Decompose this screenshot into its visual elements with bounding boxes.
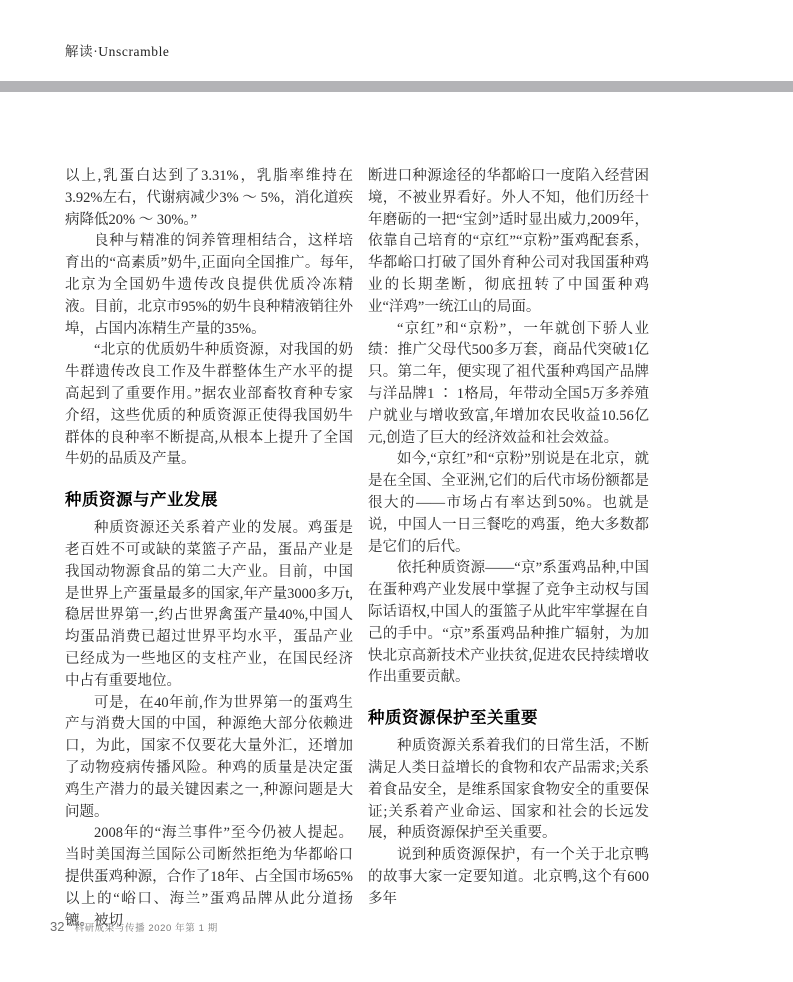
paragraph: 如今,“京红”和“京粉”别说是在北京，就是在全国、全亚洲,它们的后代市场份额都是很大的——市场占有率达到50%。也就是说，中国人一日三餐吃的鸡蛋，绝大多数都是它们的后代。 (368, 451, 649, 555)
left-column (65, 166, 353, 932)
paragraph: “京红”和“京粉”，一年就创下骄人业绩：推广父母代500多万套，商品代突破1亿只。第二年，便实现了祖代蛋种鸡国产品牌与洋品牌1 ∶ 1格局，年带动全国5万多养殖户就业与增收致富,年增加农民收益10.56亿元,创造了巨大的经济效益和社会效益。 (368, 320, 649, 446)
section-heading: 种质资源与产业发展 (65, 491, 218, 510)
paragraph: 断进口种源途径的华都峪口一度陷入经营困境，不被业界看好。外人不知，他们历经十年磨砺的一把“宝剑”适时显出威力,2009年，依靠自己培育的“京红”“京粉”蛋鸡配套系，华都峪口打破了国外育种公司对我国蛋种鸡业的长期垄断，彻底扭转了中国蛋种鸡业“洋鸡”一统江山的局面。 (368, 168, 649, 315)
right-column (368, 166, 649, 932)
paragraph: 以上,乳蛋白达到了3.31%，乳脂率维持在3.92%左右，代谢病减少3% ～ 5%，消化道疾病降低20% ～ 30%。” (65, 168, 353, 228)
page-number: 32 (50, 919, 65, 934)
paragraph: “北京的优质奶牛种质资源，对我国的奶牛群遗传改良工作及牛群整体生产水平的提高起到了重要作用。”据农业部畜牧育种专家介绍，这些优质的种质资源正使得我国奶牛群体的良种率不断提高,从根本上提升了全国牛奶的品质及产量。 (65, 342, 353, 468)
paragraph: 种质资源关系着我们的日常生活，不断满足人类日益增长的食物和农产品需求;关系着食品安全，是维系国家食物安全的重要保证;关系着产业命运、国家和社会的长远发展，种质资源保护至关重要。 (368, 738, 649, 842)
section-label: 解读·Unscramble (65, 44, 170, 59)
section-heading: 种质资源保护至关重要 (368, 709, 538, 728)
paragraph: 依托种质资源——“京”系蛋鸡品种,中国在蛋种鸡产业发展中掌握了竞争主动权与国际话语权,中国人的蛋篮子从此牢牢掌握在自己的手中。“京”系蛋鸡品种推广辐射，为加快北京高新技术产业扶贫,促进农民持续增收作出重要贡献。 (368, 560, 649, 686)
paragraph: 良种与精准的饲养管理相结合，这样培育出的“高素质”奶牛,正面向全国推广。每年,北京为全国奶牛遗传改良提供优质冷冻精液。目前，北京市95%的奶牛良种精液销往外埠，占国内冻精生产量的35%。 (65, 233, 353, 337)
header-divider-band (0, 81, 793, 92)
journal-title: 科研成果与传播 2020 年第 1 期 (74, 923, 218, 934)
paragraph: 种质资源还关系着产业的发展。鸡蛋是老百姓不可或缺的菜篮子产品，蛋品产业是我国动物源食品的第二大产业。目前，中国是世界上产蛋量最多的国家,年产量3000多万t,稳居世界第一,约占世界禽蛋产量40%,中国人均蛋品消费已超过世界平均水平，蛋品产业已经成为一些地区的支柱产业，在国民经济中占有重要地位。 (65, 520, 353, 689)
page-footer (50, 919, 218, 934)
paragraph: 可是，在40年前,作为世界第一的蛋鸡生产与消费大国的中国，种源绝大部分依赖进口，为此，国家不仅要花大量外汇，还增加了动物疫病传播风险。种鸡的质量是决定蛋鸡生产潜力的最关键因素之一,种源问题是大问题。 (65, 694, 353, 820)
paragraph: 2008年的“海兰事件”至今仍被人提起。当时美国海兰国际公司断然拒绝为华都峪口提供蛋鸡种源，合作了18年、占全国市场65%以上的“峪口、海兰”蛋鸡品牌从此分道扬镳。被切 (65, 825, 353, 929)
article-body (65, 166, 649, 932)
paragraph: 说到种质资源保护，有一个关于北京鸭的故事大家一定要知道。北京鸭,这个有600多年 (368, 847, 649, 907)
